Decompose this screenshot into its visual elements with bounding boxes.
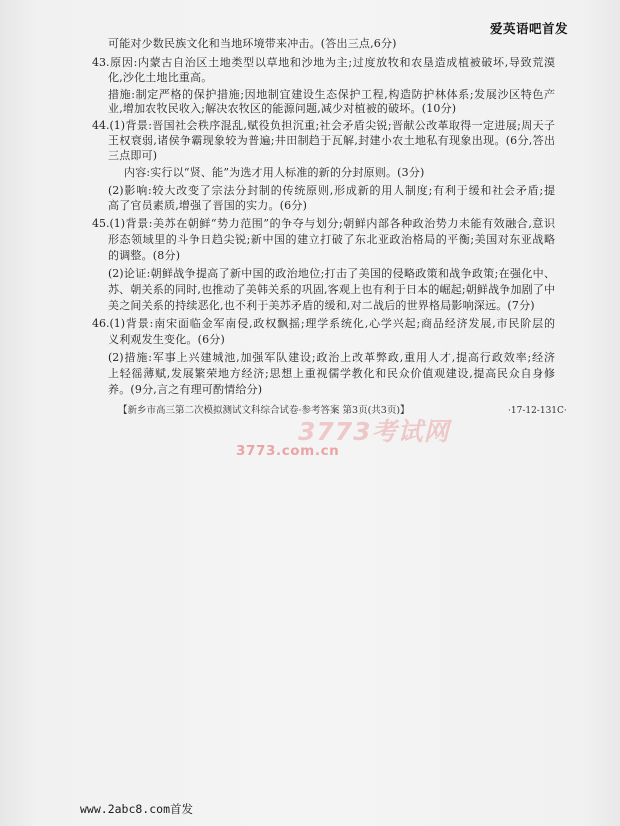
watermark-brand: 3773考试网 [298,417,450,446]
q46-line: 上轻徭薄赋,发展繁荣地方经济;思想上重视儒学教化和民众价值观建设,提高民众自身修 [108,367,555,380]
q46-line: 义利观发生变化。(6分) [108,333,225,346]
q43-line: 43.原因:内蒙古自治区土地类型以草地和沙地为主;过度放牧和农垦造成植被破坏,导致荒漠 [92,56,555,69]
q43-line: 措施:制定严格的保护措施;因地制宜建设生态保护工程,构造防护林体系;发展沙区特色产 [108,88,555,101]
q46-line: 养。(9分,言之有理可酌情给分) [108,383,263,396]
q45-line: 45.(1)背景:美苏在朝鲜“势力范围”的争夺与划分;朝鲜内部各种政治势力未能有效融合,意识 [92,217,555,230]
q44-line: (2)影响:较大改变了宗法分封制的传统原则,形成新的用人制度;有利于缓和社会矛盾;提 [108,184,555,197]
q46-line: 46.(1)背景:南宋面临金军南侵,政权飘摇;理学系统化,心学兴起;商品经济发展,市民阶层的 [92,317,555,330]
q44-line: 44.(1)背景:晋国社会秩序混乱,赋役负担沉重;社会矛盾尖锐;晋献公改革取得一定进展;周天子 [92,119,555,132]
q46-line: (2)措施:军事上兴建城池,加强军队建设;政治上改革弊政,重用人才,提高行政效率;经济 [108,351,555,364]
q45-line: 美之间关系的持续恶化,也不利于美苏矛盾的缓和,对二战后的世界格局影响深远。(7分) [108,299,535,312]
q45-line: 形态领域里的斗争日趋尖锐;新中国的建立打破了东北亚政治格局的平衡;美国对东亚战略 [108,233,555,246]
watermark-url: 3773.com.cn [236,443,340,459]
q43-line: 化,沙化土地比重高。 [108,71,213,84]
q44-line: 内容:实行以“贤、能”为选才用人标准的新的分封原则。(3分) [124,166,425,179]
q44-line: 高了官员素质,增强了晋国的实力。(6分) [108,199,308,212]
q45-line: (2)论证:朝鲜战争提高了新中国的政治地位;打击了美国的侵略政策和战争政策;在强化中、 [108,267,555,280]
q45-line: 苏、朝关系的同时,也推动了美韩关系的巩固,客观上也有利于日本的崛起;朝鲜战争加剧了中 [108,283,555,296]
bottom-source-note: www.2abc8.com首发 [80,802,194,816]
previous-answer-continuation: 可能对少数民族文化和当地环境带来冲击。(答出三点,6分) [108,37,397,50]
q44-line: 三点即可) [108,149,158,162]
publisher-badge: 爱英语吧首发 [490,21,569,36]
page-footer-code: ·17-12-131C· [508,406,567,416]
q43-line: 业,增加农牧民收入;解决农牧区的能源问题,减少对植被的破坏。(10分) [108,102,457,115]
page-footer-source: 【新乡市高三第二次模拟测试文科综合试卷·参考答案 第3页(共3页)】 [118,405,410,416]
q44-line: 王权衰弱,诸侯争霸现象较为普遍;井田制趋于瓦解,封建小农土地私有现象出现。(6分,答出 [108,134,555,147]
q45-line: 的调整。(8分) [108,249,181,262]
